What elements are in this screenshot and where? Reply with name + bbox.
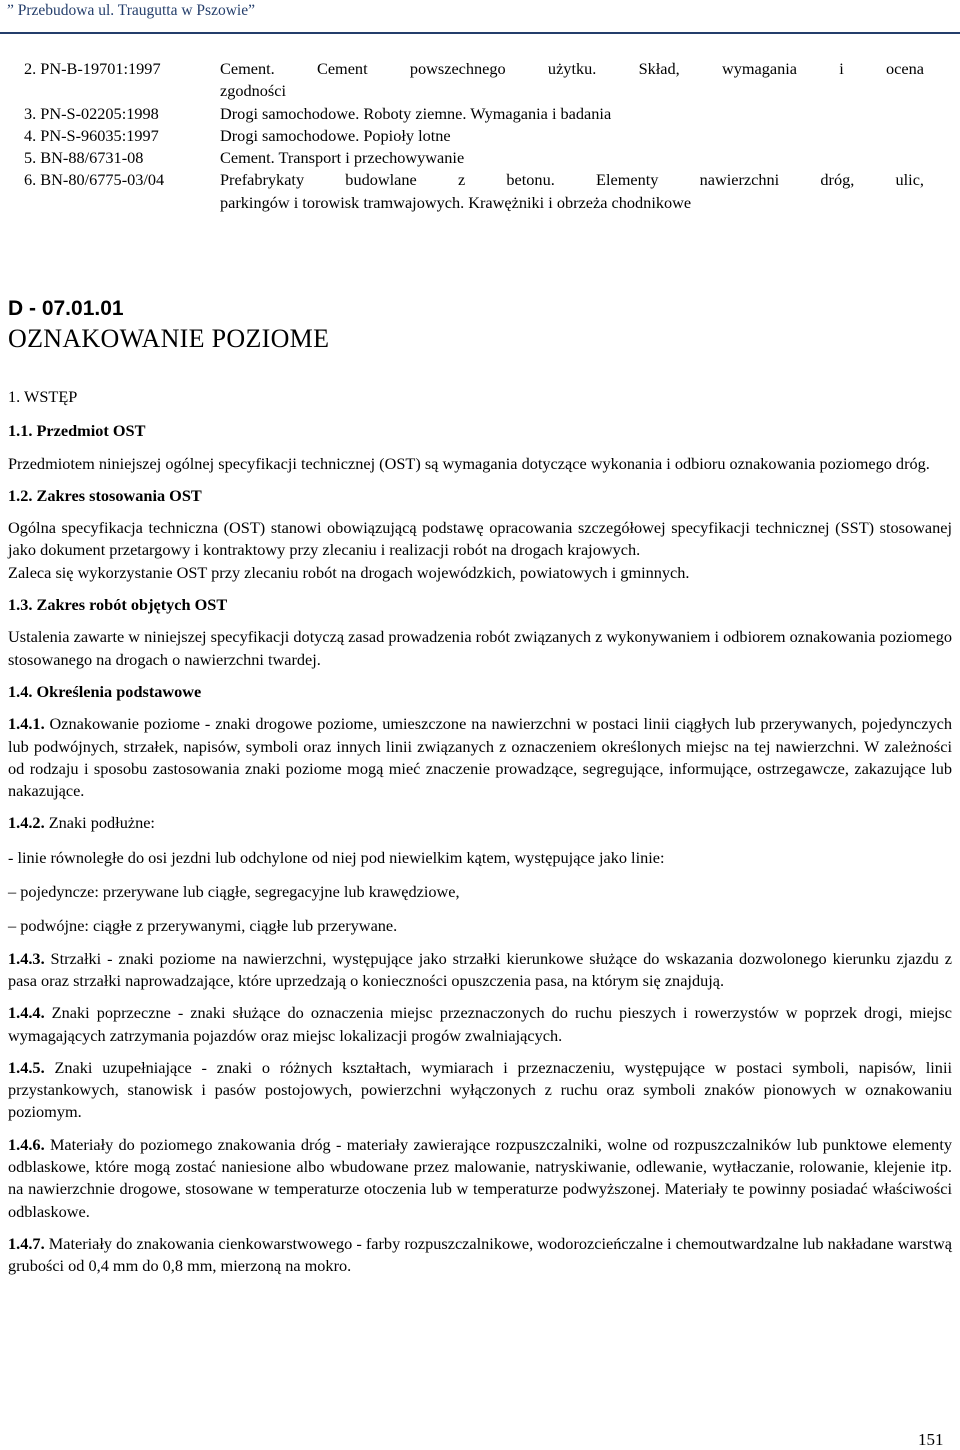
standard-description-line: Cement. Transport i przechowywanie [220, 148, 465, 168]
definition-text: Strzałki - znaki poziome na nawierzchni, występujące jako strzałki kierunkowe służące do wskazania dozwolonego kierunku zjazdu z pasa oraz strzałki naprowadzające, które uprzedzają o konieczności opuszczenia pasa, na którym się znajdują. [8, 948, 952, 990]
standard-item [24, 58, 924, 103]
standard-number: 2. PN-B-19701:1997 [24, 59, 161, 78]
standard-description-line: Cement. Cement powszechnego użytku. Skład, wymagania i ocena [220, 59, 924, 78]
definition-1-4-1 [8, 713, 952, 802]
standard-description [220, 147, 924, 169]
definition-1-4-2 [8, 812, 952, 834]
page-number: 151 [918, 1430, 944, 1449]
standard-description [220, 169, 924, 214]
standards-list [24, 58, 924, 214]
definition-1-4-6 [8, 1134, 952, 1223]
definition-number: 1.4.6. [8, 1134, 45, 1154]
definition-1-4-7 [8, 1233, 952, 1278]
standard-description [220, 58, 924, 103]
standard-description [220, 103, 924, 125]
definition-number: 1.4.3. [8, 948, 45, 968]
heading-1-4: 1.4. Określenia podstawowe [8, 681, 202, 701]
list-item: – podwójne: ciągłe z przerywanymi, ciągłe lub przerywane. [8, 916, 398, 936]
definition-1-4-3 [8, 948, 952, 993]
definition-number: 1.4.1. [8, 714, 45, 734]
definition-text: Materiały do poziomego znakowania dróg - materiały zawierające rozpuszczalniki, wolne od rozpuszczalników lub punktowe elementy odblaskowe, które mogą zostać naniesione albo wbudowane przez malowanie, natryskiwanie, odlewanie, wytłaczanie, rolowanie, klejenie itp. na nawierzchnie drogowe, stosowane w temperaturze otoczenia lub w temperaturze podwyższonej. Materiały te powinny posiadać właściwości odblaskowe. [8, 1134, 952, 1221]
standard-description [220, 125, 924, 147]
standard-description-line: Drogi samochodowe. Popioły lotne [220, 125, 451, 145]
definition-number: 1.4.5. [8, 1057, 45, 1077]
definition-number: 1.4.4. [8, 1003, 45, 1023]
heading-1-2: 1.2. Zakres stosowania OST [8, 485, 202, 505]
heading-1-3: 1.3. Zakres robót objętych OST [8, 595, 228, 615]
definition-text: Oznakowanie poziome - znaki drogowe poziome, umieszczone na nawierzchni w postaci linii ciągłych lub przerywanych, pojedynczych lub podwójnych, strzałek, napisów, symboli oraz innych linii związanych z oznaczeniem określonych miejsc na tej nawierzchni. W zależności od rodzaju i sposobu zastosowania znaki poziome mogą mieć znaczenie prowadzące, segregujące, informujące, ostrzegawcze, zakazujące lub nakazujące. [8, 714, 952, 801]
paragraph-1-2a: Ogólna specyfikacja techniczna (OST) stanowi obowiązującą podstawę opracowania szczegółowej specyfikacji technicznej (SST) stosowanej jako dokument przetargowy i kontraktowy przy zlecaniu i realizacji robót na drogach krajowych. [8, 518, 952, 560]
standard-item [24, 169, 924, 214]
standard-item [24, 125, 924, 147]
section-title: OZNAKOWANIE POZIOME [8, 324, 330, 353]
standard-description-line: Prefabrykaty budowlane z betonu. Elementy nawierzchni dróg, ulic, [220, 170, 924, 190]
standard-item [24, 147, 924, 169]
paragraph-1-2b: Zaleca się wykorzystanie OST przy zlecaniu robót na drogach wojewódzkich, powiatowych i gminnych. [8, 562, 690, 582]
standard-description-line: zgodności [220, 81, 287, 101]
definition-number: 1.4.2. [8, 813, 45, 833]
definition-text: Znaki uzupełniające - znaki o różnych kształtach, wymiarach i przeznaczeniu, występujące w postaci symboli, napisów, linii przystankowych, stanowisk i pasów postojowych, powierzchni wyłączonych z ruchu oraz symboli znaków pionowych w oznakowaniu poziomym. [8, 1057, 952, 1122]
list-item: - linie równoległe do osi jezdni lub odchylone od niej pod niewielkim kątem, występujące jako linie: [8, 847, 665, 867]
definition-text: Materiały do znakowania cienkowarstwowego - farby rozpuszczalnikowe, wodorozcieńczalne i chemoutwardzalne lub nakładane warstwą grubości od 0,4 mm do 0,8 mm, mierzoną na mokro. [8, 1233, 952, 1276]
heading-wstep: 1. WSTĘP [8, 387, 78, 406]
definition-text: Znaki poprzeczne - znaki służące do oznaczenia miejsc przeznaczonych do ruchu pieszych i rowerzystów w poprzek drogi, miejsc wymagających zatrzymania pojazdów oraz miejsc lokalizacji progów zwalniających. [8, 1003, 952, 1045]
paragraph-1-3: Ustalenia zawarte w niniejszej specyfikacji dotyczą zasad prowadzenia robót związanych z wykonywaniem i odbiorem oznakowania poziomego stosowanego na drogach o nawierzchni twardej. [8, 627, 952, 669]
standard-number: 6. BN-80/6775-03/04 [24, 170, 165, 190]
page-header [0, 0, 960, 34]
standard-item [24, 103, 924, 125]
paragraph-1-1: Przedmiotem niniejszej ogólnej specyfikacji technicznej (OST) są wymagania dotyczące wykonania i odbioru oznakowania poziomego dróg. [8, 453, 930, 473]
standard-description-line: parkingów i torowisk tramwajowych. Krawężniki i obrzeża chodnikowe [220, 192, 692, 212]
standard-number: 3. PN-S-02205:1998 [24, 103, 159, 123]
standard-number: 4. PN-S-96035:1997 [24, 125, 159, 145]
definition-1-4-5 [8, 1057, 952, 1124]
heading-1-1: 1.1. Przedmiot OST [8, 421, 146, 441]
document-body [8, 386, 952, 1278]
list-item: – pojedyncze: przerywane lub ciągłe, segregacyjne lub krawędziowe, [8, 882, 460, 902]
definition-text: Znaki podłużne: [44, 813, 155, 833]
definition-number: 1.4.7. [8, 1233, 45, 1253]
section-code: D - 07.01.01 [8, 297, 124, 320]
definition-1-4-4 [8, 1002, 952, 1047]
standard-number: 5. BN-88/6731-08 [24, 148, 144, 168]
header-title: ” Przebudowa ul. Traugutta w Pszowie” [7, 2, 255, 19]
standard-description-line: Drogi samochodowe. Roboty ziemne. Wymagania i badania [220, 103, 612, 123]
